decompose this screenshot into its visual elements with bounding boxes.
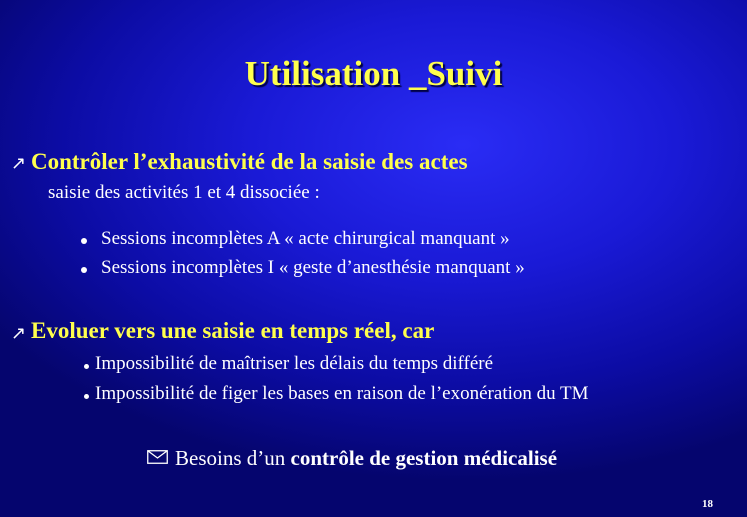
bullet-icon [81,238,87,244]
section-heading-evolve: Evoluer vers une saisie en temps réel, car [31,318,435,343]
section-heading-control: Contrôler l’exhaustivité de la saisie des actes [31,149,468,174]
envelope-icon [147,450,168,464]
bullet-icon [84,364,89,369]
conclusion-line [147,446,557,471]
bullet-icon [84,394,89,399]
bullet-item: Sessions incomplètes A « acte chirurgical manquant » [101,228,510,249]
page-number: 18 [702,498,713,510]
conclusion-prefix: Besoins d’un [175,446,291,470]
bullet-icon [81,267,87,273]
arrow-up-right-icon: ↗ [11,323,27,344]
bullet-item: Impossibilité de maîtriser les délais du temps différé [95,353,494,374]
section-subtext: saisie des activités 1 et 4 dissociée : [48,182,320,203]
bullet-item: Impossibilité de figer les bases en raison de l’exonération du TM [95,383,589,404]
arrow-up-right-icon: ↗ [11,153,27,174]
bullet-item: Sessions incomplètes I « geste d’anesthésie manquant » [101,257,525,278]
conclusion-emphasis: contrôle de gestion médicalisé [290,446,558,470]
slide-title: Utilisation _Suivi [244,54,503,93]
